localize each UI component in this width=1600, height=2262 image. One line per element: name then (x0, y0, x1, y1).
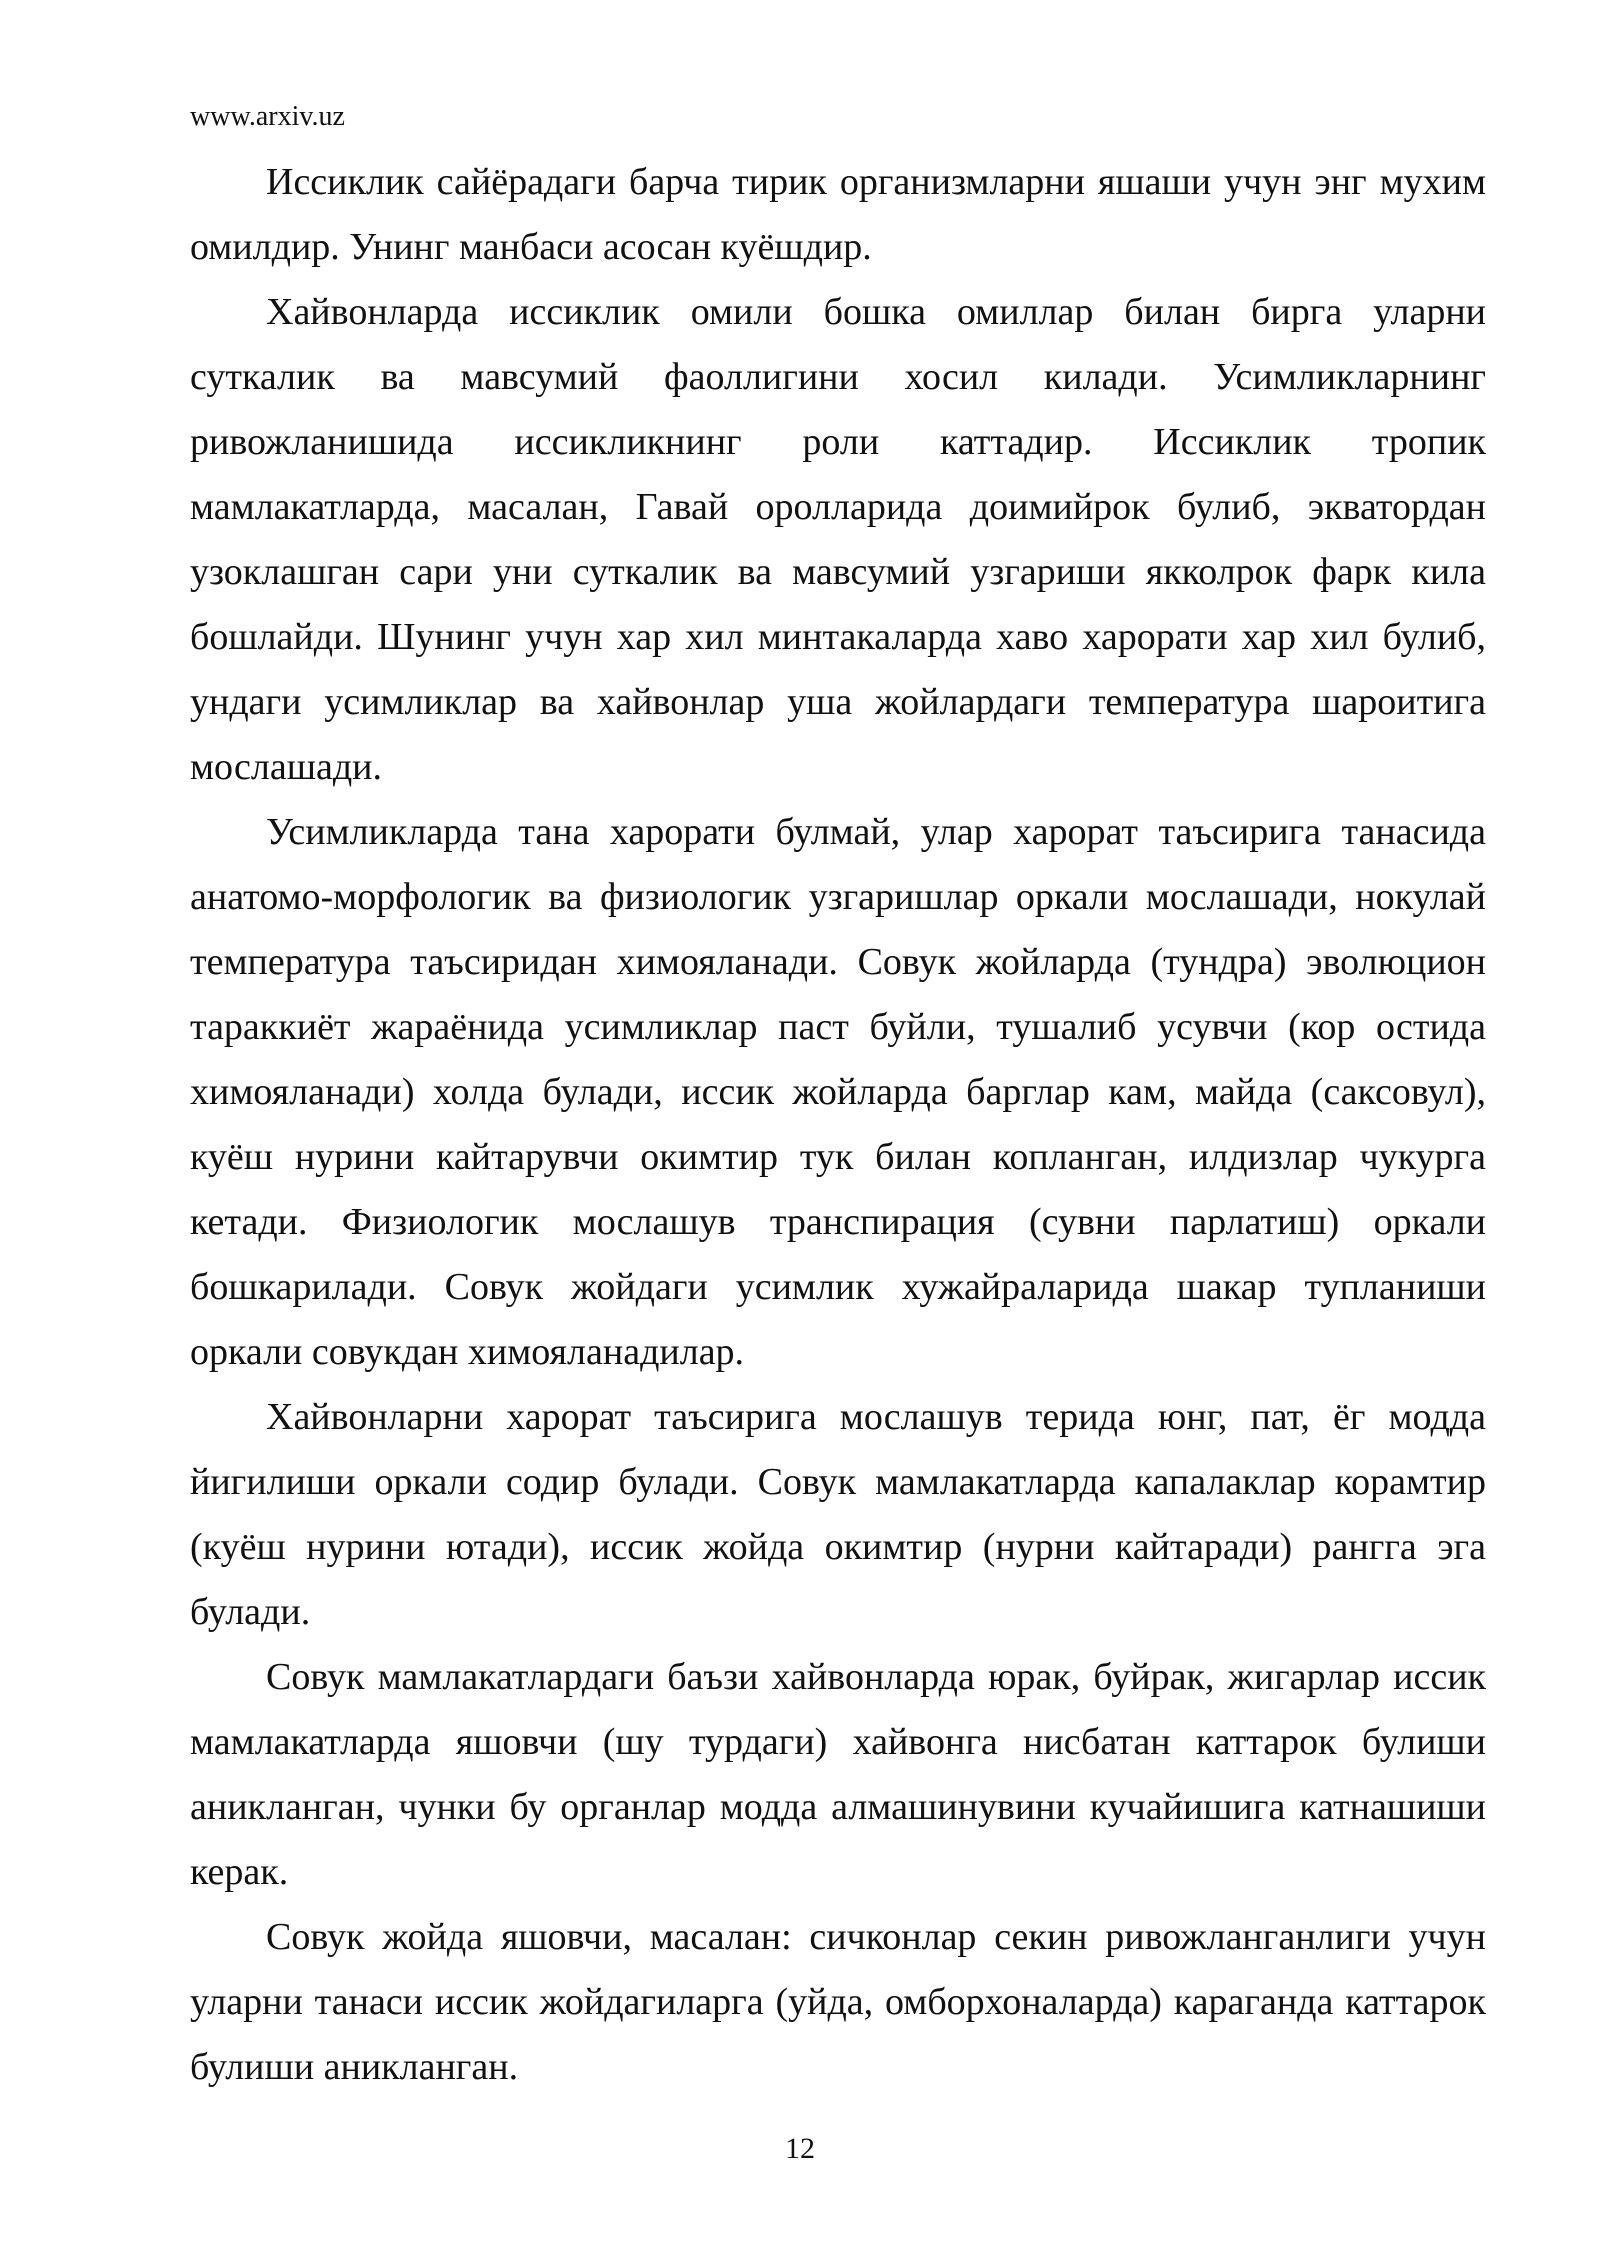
site-url: www.arxiv.uz (190, 101, 345, 132)
paragraph: Хайвонларда иссиклик омили бошка омиллар билан бирга уларни суткалик ва мавсумий фаоллигини хосил килади. Усимликларнинг ривожланишида иссикликнинг роли каттадир. Иссиклик тропик мамлакатларда, масалан, Гавай оролларида доимийрок булиб, экватордан узоклашган сари уни суткалик ва мавсумий узгариши якколрок фарк кила бошлайди. Шунинг учун хар хил минтакаларда хаво харорати хар хил булиб, ундаги усимликлар ва хайвонлар уша жойлардаги температура шароитига мослашади. (190, 291, 1486, 788)
paragraph: Совук жойда яшовчи, масалан: сичконлар секин ривожланганлиги учун уларни танаси иссик жойдагиларга (уйда, омборхоналарда) караганда каттарок булиши аникланган. (190, 1916, 1486, 2088)
paragraph: Хайвонларни харорат таъсирига мослашув терида юнг, пат, ёг модда йигилиши оркали содир булади. Совук мамлакатларда капалаклар корамтир (куёш нурини ютади), иссик жойда окимтир (нурни кайтаради) рангга эга булади. (190, 1396, 1486, 1633)
paragraph: Усимликларда тана харорати булмай, улар харорат таъсирига танасида анатомо-морфологик ва физиологик узгаришлар оркали мослашади, нокулай температура таъсиридан химояланади. Совук жойларда (тундра) эволюцион тараккиёт жараёнида усимликлар паст буйли, тушалиб усувчи (кор остида химояланади) холда булади, иссик жойларда барглар кам, майда (саксовул), куёш нурини кайтарувчи окимтир тук билан копланган, илдизлар чукурга кетади. Физиологик мослашув транспирация (сувни парлатиш) оркали бошкарилади. Совук жойдаги усимлик хужайраларида шакар тупланиши оркали совукдан химояланадилар. (190, 811, 1486, 1373)
document-body (190, 150, 1486, 2100)
page-number: 12 (785, 2132, 815, 2165)
paragraph: Иссиклик сайёрадаги барча тирик организмларни яшаши учун энг мухим омилдир. Унинг манбаси асосан куёшдир. (190, 161, 1486, 268)
paragraph: Совук мамлакатлардаги баъзи хайвонларда юрак, буйрак, жигарлар иссик мамлакатларда яшовчи (шу турдаги) хайвонга нисбатан каттарок булиши аникланган, чунки бу органлар модда алмашинувини кучайишига катнашиши керак. (190, 1656, 1486, 1893)
